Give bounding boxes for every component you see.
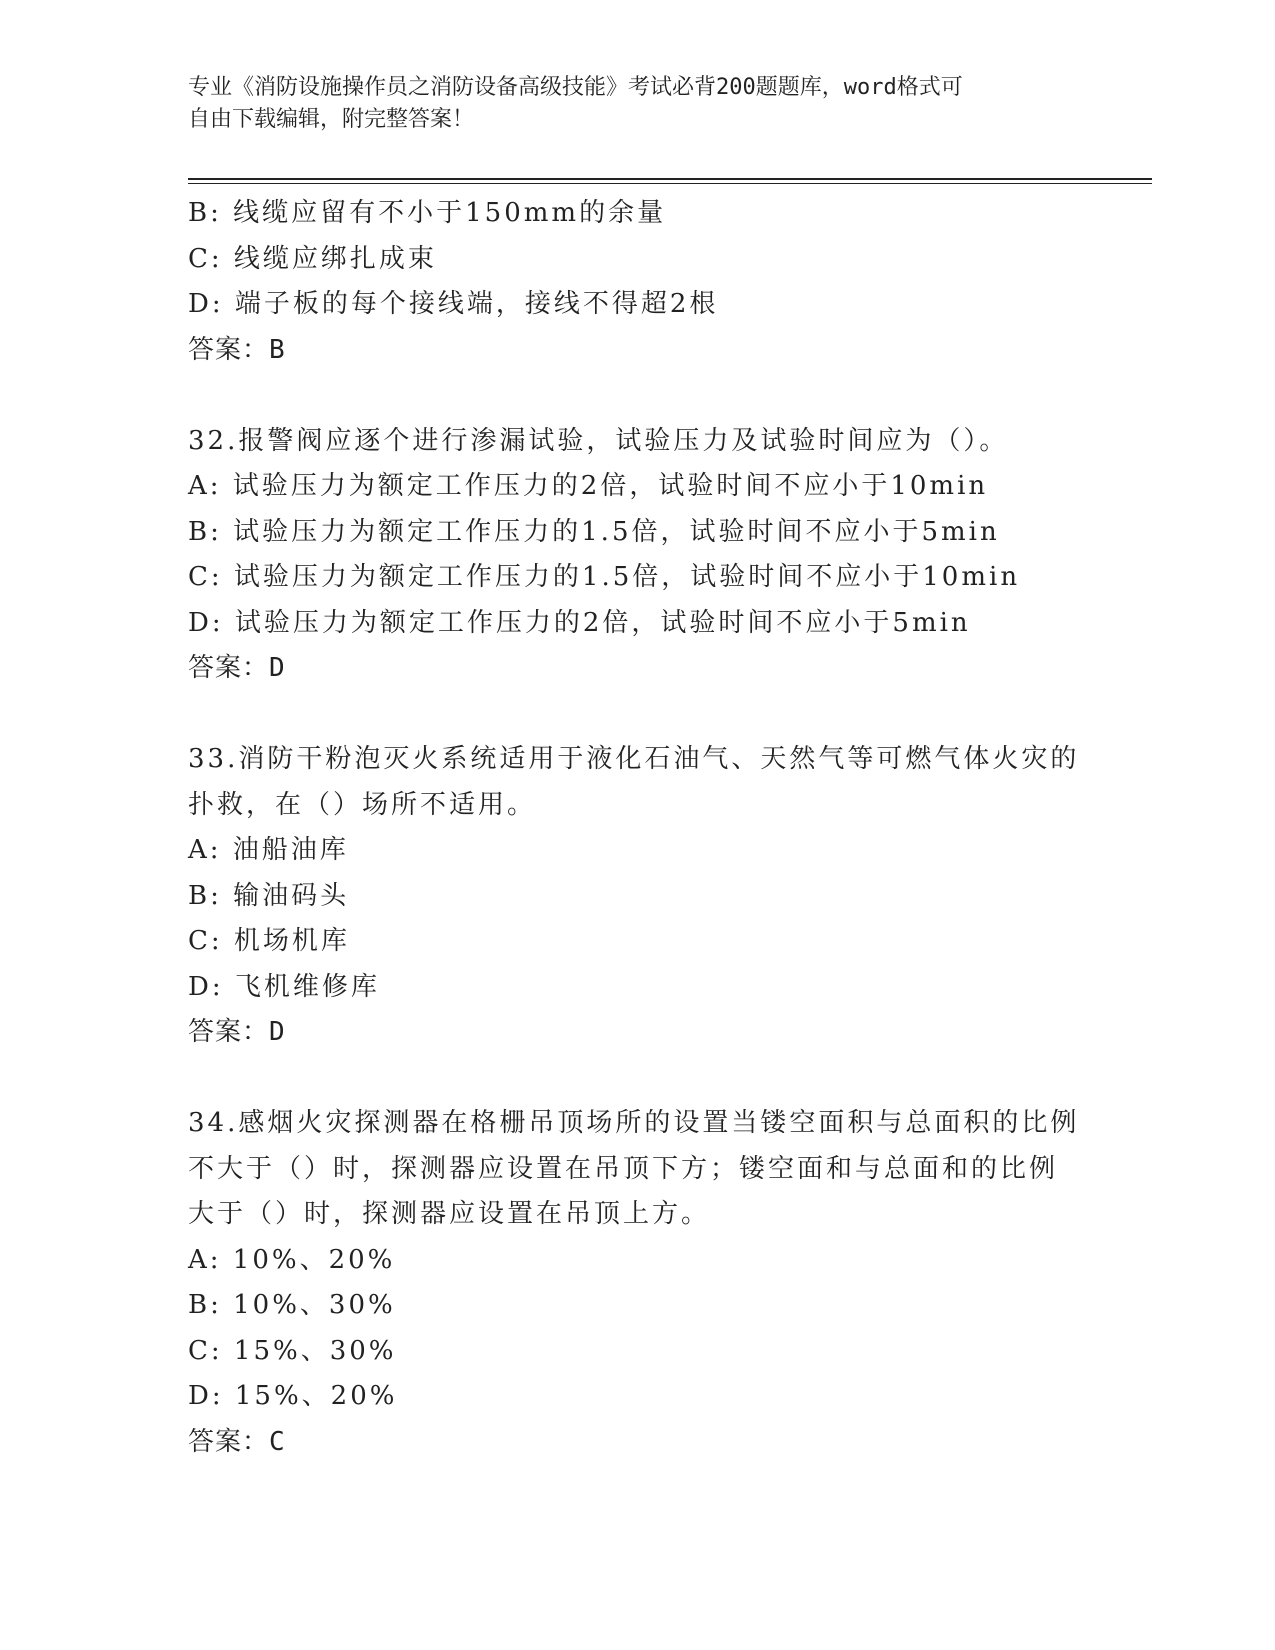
option-b: B: 输油码头 xyxy=(188,880,350,911)
option-c: C: 机场机库 xyxy=(188,926,350,956)
spacer xyxy=(188,1056,1088,1102)
question-stem-line-2: 不大于（）时，探测器应设置在吊顶下方；镂空面和与总面和的比例 xyxy=(188,1153,1059,1184)
option-c: C: 试验压力为额定工作压力的1.5倍，试验时间不应小于10min xyxy=(188,562,1021,592)
option-d: D: 飞机维修库 xyxy=(188,971,380,1002)
header-title-line-2: 自由下载编辑，附完整答案！ xyxy=(188,107,475,132)
spacer xyxy=(188,373,1088,419)
option-b: B: 线缆应留有不小于150mm的余量 xyxy=(188,198,667,228)
header-title-line-1: 专业《消防设施操作员之消防设备高级技能》考试必背200题题库，word格式可 xyxy=(188,75,963,100)
option-d: D: 15%、20% xyxy=(188,1381,398,1411)
question-list xyxy=(188,191,1088,1465)
answer-line: 答案：D xyxy=(188,653,286,683)
option-a: A: 试验压力为额定工作压力的2倍，试验时间不应小于10min xyxy=(188,471,989,501)
option-c: C: 线缆应绑扎成束 xyxy=(188,243,437,274)
option-b: B: 10%、30% xyxy=(188,1290,396,1320)
header-divider-thick xyxy=(188,178,1152,180)
document-header xyxy=(188,72,1088,136)
option-a: A: 油船油库 xyxy=(188,835,349,865)
question-stem-line-2: 扑救，在（）场所不适用。 xyxy=(188,789,537,820)
answer-line: 答案：D xyxy=(188,1017,286,1047)
header-divider-thin xyxy=(188,183,1152,184)
option-b: B: 试验压力为额定工作压力的1.5倍，试验时间不应小于5min xyxy=(188,516,1000,547)
question-stem-line-1: 33.消防干粉泡灭火系统适用于液化石油气、天然气等可燃气体火灾的 xyxy=(188,744,1080,774)
question-31-continuation xyxy=(188,191,1088,373)
option-c: C: 15%、30% xyxy=(188,1335,397,1366)
question-stem-line-3: 大于（）时，探测器应设置在吊顶上方。 xyxy=(188,1199,711,1229)
answer-line: 答案：C xyxy=(188,1426,286,1457)
question-32 xyxy=(188,419,1088,692)
option-a: A: 10%、20% xyxy=(188,1244,396,1275)
question-34 xyxy=(188,1101,1088,1465)
question-33 xyxy=(188,737,1088,1056)
question-stem-line-1: 34.感烟火灾探测器在格栅吊顶场所的设置当镂空面积与总面积的比例 xyxy=(188,1108,1080,1138)
spacer xyxy=(188,692,1088,738)
answer-line: 答案：B xyxy=(188,334,286,365)
option-d: D: 试验压力为额定工作压力的2倍，试验时间不应小于5min xyxy=(188,607,971,638)
question-stem: 32.报警阀应逐个进行渗漏试验，试验压力及试验时间应为（）。 xyxy=(188,425,1009,456)
option-d: D: 端子板的每个接线端，接线不得超2根 xyxy=(188,289,719,319)
